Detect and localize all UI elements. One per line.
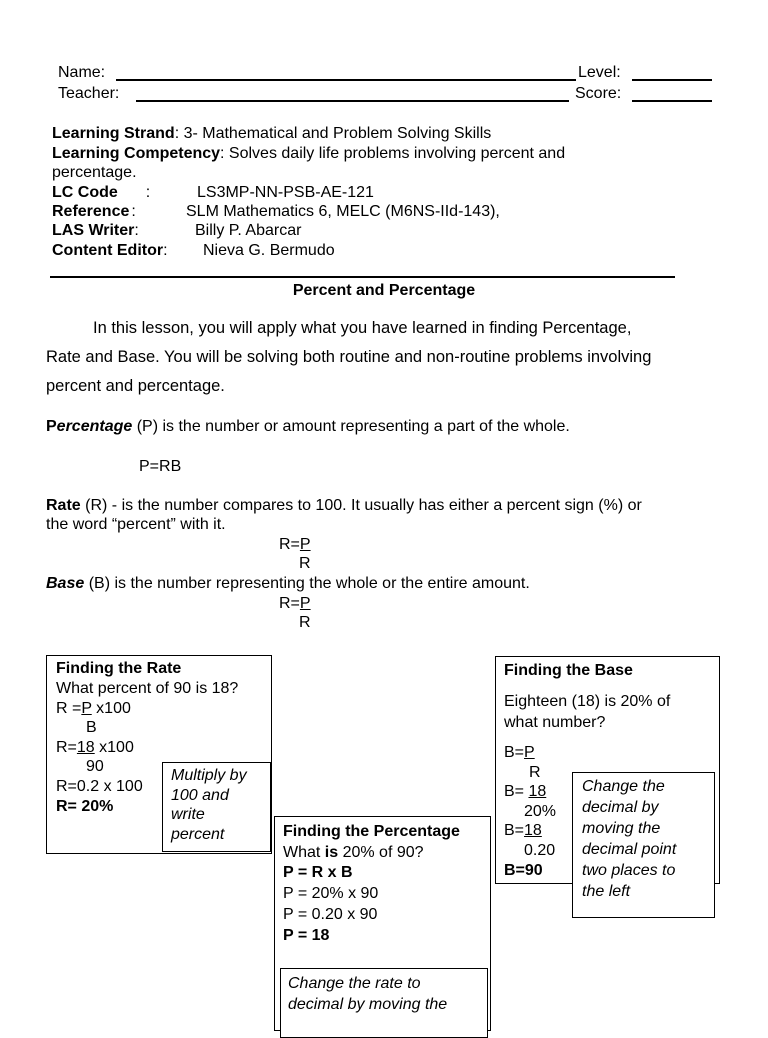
percentage-q-b: is [324, 844, 339, 861]
rate-note-line-3: write [171, 806, 205, 823]
learning-strand [52, 124, 491, 143]
percentage-note-line-2: decimal by moving the [288, 996, 448, 1013]
rate-formula-numerator: P [299, 536, 311, 553]
base-box-step-3 [504, 821, 542, 841]
base-note-line-2: decimal by [582, 799, 659, 816]
competency-continuation: percentage. [52, 164, 137, 181]
percentage-q-c: 20% of 90? [338, 844, 424, 861]
lc-colon: : [145, 184, 151, 201]
teacher-label: Teacher: [58, 85, 120, 102]
base-step3-left: B= [504, 822, 525, 839]
percentage-term-rest: ercentage [56, 418, 133, 435]
learning-competency [52, 144, 565, 163]
rate-box-step-1 [56, 699, 131, 719]
base-definition [46, 574, 530, 593]
base-note-line-4: decimal point [582, 841, 677, 858]
percentage-box-step-1: P = 20% x 90 [283, 885, 379, 902]
percentage-definition [46, 417, 570, 436]
rate-step2-den: 90 [86, 758, 104, 775]
base-note-line-1: Change the [582, 778, 665, 795]
base-formula-numerator: P [299, 595, 311, 612]
rate-def-text: (R) - is the number compares to 100. It usually has either a percent sign (%) or [80, 497, 642, 514]
rate-box-step-3: R=0.2 x 100 [56, 778, 143, 795]
rate-step2-left: R= [56, 739, 77, 756]
rate-step2-num: 18 [76, 739, 95, 756]
intro-line-3: percent and percentage. [46, 377, 225, 395]
lc-code-label [52, 183, 150, 202]
content-editor-value: Nieva G. Bermudo [203, 242, 335, 259]
reference-value: SLM Mathematics 6, MELC (M6NS-IId-143), [186, 203, 500, 220]
base-step2-left: B= [504, 783, 529, 800]
base-formula-left: R= [279, 595, 300, 612]
base-note-line-6: the left [582, 883, 631, 900]
percentage-box-question [283, 843, 424, 863]
rate-term: Rate [46, 497, 81, 514]
writer-label-text: LAS Writer [52, 222, 135, 239]
level-field[interactable] [632, 63, 712, 81]
base-box-question-1: Eighteen (18) is 20% of [504, 693, 671, 710]
intro-line-2: Rate and Base. You will be solving both routine and non-routine problems involving [46, 348, 652, 366]
intro-line-1: In this lesson, you will apply what you have learned in finding Percentage, [93, 319, 632, 337]
competency-label: Learning Competency [52, 145, 221, 162]
rate-box-title: Finding the Rate [56, 660, 182, 677]
teacher-field[interactable] [136, 84, 569, 102]
rate-step1-num: P [81, 700, 92, 717]
lesson-title: Percent and Percentage [292, 282, 476, 299]
rate-note-line-1: Multiply by [171, 767, 247, 784]
percentage-note-box [280, 968, 488, 1038]
base-step1-num: P [524, 744, 535, 761]
rate-definition [46, 496, 642, 515]
section-divider [50, 262, 675, 278]
rate-step1-left: R = [56, 700, 82, 717]
rate-note-box [162, 762, 271, 852]
rate-formula-denominator: R [299, 555, 311, 572]
base-step3-den: 0.20 [524, 842, 556, 859]
lc-label-text: LC Code [52, 184, 118, 201]
base-formula-denominator: R [299, 614, 311, 631]
percentage-def-text: (P) is the number or amount representing a part of the whole. [132, 418, 570, 435]
base-note-line-3: moving the [582, 820, 661, 837]
base-step2-num: 18 [528, 783, 547, 800]
competency-value: : Solves daily life problems involving percent and [220, 145, 566, 162]
base-box-title: Finding the Base [504, 662, 633, 679]
rate-step1-right: x100 [91, 700, 131, 717]
base-step1-den: R [529, 764, 541, 781]
percentage-box-answer: P = 18 [283, 927, 330, 944]
base-formula [279, 594, 311, 613]
percentage-box-step-2: P = 0.20 x 90 [283, 906, 378, 923]
base-note-box [572, 772, 715, 918]
rate-box-question: What percent of 90 is 18? [56, 680, 239, 697]
base-box-step-1 [504, 743, 535, 763]
base-box-step-2 [504, 782, 546, 802]
level-label: Level: [578, 64, 621, 81]
name-field[interactable] [116, 63, 576, 81]
editor-colon: : [163, 242, 168, 259]
content-editor-label [52, 241, 168, 260]
writer-colon: : [134, 222, 139, 239]
score-label: Score: [575, 85, 622, 102]
base-term: Base [46, 575, 85, 592]
rate-step2-right: x100 [94, 739, 134, 756]
base-box-answer: B=90 [504, 862, 543, 879]
reference-label [52, 202, 136, 221]
score-field[interactable] [632, 84, 712, 102]
rate-note-line-2: 100 and [171, 787, 229, 804]
rate-step1-den: B [86, 719, 97, 736]
las-writer-label [52, 221, 139, 240]
percentage-term-p: P [46, 418, 57, 435]
base-def-text: (B) is the number representing the whole or the entire amount. [84, 575, 530, 592]
base-step3-num: 18 [524, 822, 542, 839]
strand-value: : 3- Mathematical and Problem Solving Skills [174, 125, 492, 142]
ref-colon: : [131, 203, 136, 220]
percentage-box-title: Finding the Percentage [283, 823, 460, 840]
name-label: Name: [58, 64, 106, 81]
base-step2-den: 20% [524, 803, 557, 820]
las-writer-value: Billy P. Abarcar [195, 222, 302, 239]
rate-box-step-2 [56, 738, 134, 758]
base-step1-left: B= [504, 744, 525, 761]
percentage-box-formula: P = R x B [283, 864, 353, 881]
rate-box-answer: R= 20% [56, 798, 114, 815]
strand-label: Learning Strand [52, 125, 175, 142]
rate-note-line-4: percent [171, 826, 225, 843]
percentage-q-a: What [283, 844, 325, 861]
lc-code-value: LS3MP-NN-PSB-AE-121 [197, 184, 374, 201]
percentage-note-line-1: Change the rate to [288, 975, 421, 992]
base-note-line-5: two places to [582, 862, 676, 879]
editor-label-text: Content Editor [52, 242, 164, 259]
rate-formula-left: R= [279, 536, 300, 553]
rate-formula [279, 535, 311, 554]
percentage-formula: P=RB [139, 458, 182, 475]
base-box-question-2: what number? [504, 714, 606, 731]
rate-definition-2: the word “percent” with it. [46, 516, 226, 533]
ref-label-text: Reference [52, 203, 130, 220]
